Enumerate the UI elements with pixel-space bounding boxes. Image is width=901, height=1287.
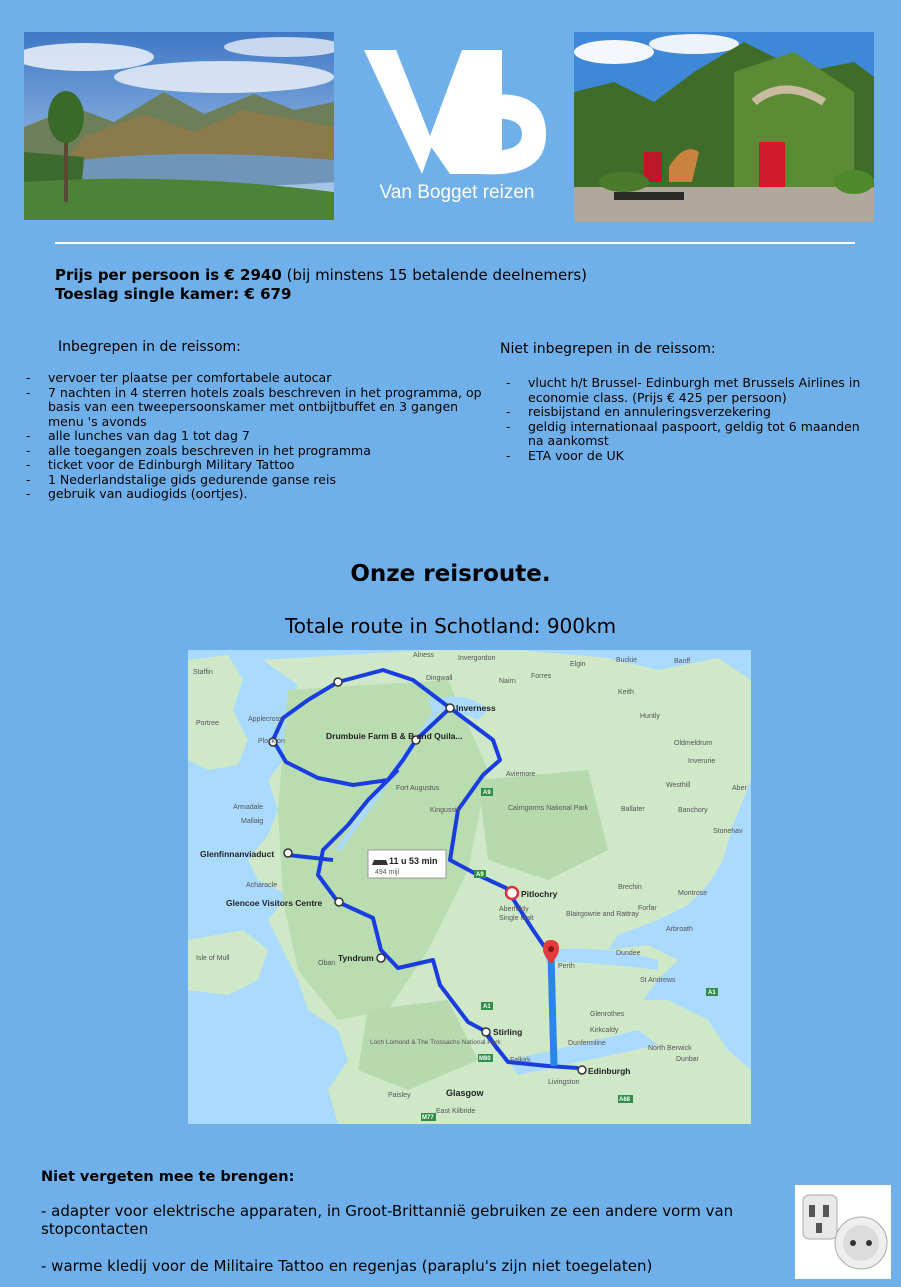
stop-label: Drumbuie Farm B & B and Quila... xyxy=(326,731,463,741)
place-label: Portree xyxy=(196,720,219,727)
place-label: Staffin xyxy=(193,669,213,676)
included-list xyxy=(26,371,486,502)
single-room-supplement: Toeslag single kamer: € 679 xyxy=(55,285,292,303)
not-included-list xyxy=(506,376,878,463)
place-label: Keith xyxy=(618,689,634,696)
stop-marker[interactable] xyxy=(377,954,385,962)
place-label: Stonehav xyxy=(713,828,743,835)
place-label: Falkirk xyxy=(510,1057,531,1064)
road-label: A1 xyxy=(708,990,716,996)
plug-adapter-icon xyxy=(795,1185,891,1279)
place-label: Dunfermline xyxy=(568,1040,606,1047)
place-label: St Andrews xyxy=(640,977,676,984)
stop-label: Tyndrum xyxy=(338,953,374,963)
place-label: Plockton xyxy=(258,738,285,745)
place-label: Banchory xyxy=(678,807,708,814)
stop-label: Glenfinnanviaduct xyxy=(200,849,275,859)
list-item: - ticket voor de Edinburgh Military Tattoo xyxy=(26,458,486,473)
place-label: Forfar xyxy=(638,905,657,912)
place-label: Mallaig xyxy=(241,818,264,825)
stop-label: Edinburgh xyxy=(588,1066,631,1076)
duration: 11 u 53 min xyxy=(389,856,438,866)
road-label: A9 xyxy=(476,872,484,878)
list-item: - vervoer ter plaatse per comfortabele autocar xyxy=(26,371,486,386)
place-label: Fort Augustus xyxy=(396,785,440,792)
road-label: M77 xyxy=(422,1115,434,1121)
list-item: - alle lunches van dag 1 tot dag 7 xyxy=(26,429,486,444)
brand-logo xyxy=(362,46,552,216)
place-label: Buckie xyxy=(616,657,638,664)
bring-heading: Niet vergeten mee te brengen: xyxy=(41,1169,295,1185)
place-label: Oban xyxy=(318,960,336,967)
stop-marker[interactable] xyxy=(482,1028,490,1036)
place-label: Kingussie xyxy=(430,807,461,814)
included-heading: Inbegrepen in de reissom: xyxy=(58,339,241,355)
list-item: - reisbijstand en annuleringsverzekering xyxy=(506,405,878,420)
road-label: A9 xyxy=(483,790,491,796)
place-label: Paisley xyxy=(388,1092,411,1099)
place-label: Loch Lomond & The Trossachs National Park xyxy=(370,1039,501,1046)
bring-item-adapter: - adapter voor elektrische apparaten, in Groot-Brittannië gebruiken ze een andere vorm van stopcontacten xyxy=(41,1202,734,1238)
price-per-person: Prijs per persoon is € 2940 (bij minstens 15 betalende deelnemers) xyxy=(55,266,588,284)
place-label: Nairn xyxy=(499,678,516,685)
list-item: - vlucht h/t Brussel- Edinburgh met Brussels Airlines in economie class. (Prijs € 425 per persoon) xyxy=(506,376,878,405)
loch-landscape-photo xyxy=(24,32,334,220)
place-label: Aberfeldy xyxy=(499,906,529,913)
place-label: Applecross xyxy=(248,716,283,723)
place-label: Dundee xyxy=(616,950,641,957)
logo-vb-icon xyxy=(362,46,552,181)
list-item: - gebruik van audiogids (oortjes). xyxy=(26,487,486,502)
place-label: Kirkcaldy xyxy=(590,1027,619,1034)
place-label: Brechin xyxy=(618,884,642,891)
place-label: Armadale xyxy=(233,804,263,811)
road-label: A68 xyxy=(619,1097,631,1103)
place-label: Acharacle xyxy=(246,882,278,889)
stop-marker[interactable] xyxy=(335,898,343,906)
stop-label: Stirling xyxy=(493,1027,523,1037)
place-label: Dingwall xyxy=(426,675,453,682)
stop-marker[interactable] xyxy=(284,849,292,857)
place-label: Banff xyxy=(674,658,691,665)
list-item: - 7 nachten in 4 sterren hotels zoals beschreven in het programma, op basis van een tweepersoonskamer met ontbijtbuffet en 3 gangen menu 's avonds xyxy=(26,386,486,430)
place-label: Forres xyxy=(531,673,552,680)
duration-box[interactable] xyxy=(368,850,446,878)
route-map xyxy=(188,650,751,1124)
place-label: Isle of Mull xyxy=(196,955,230,962)
distance: 494 mijl xyxy=(375,869,400,876)
place-label: Aber xyxy=(732,785,747,792)
route-segment-perth-edinburgh xyxy=(551,955,554,1066)
place-label: Elgin xyxy=(570,661,586,668)
divider-line xyxy=(55,242,855,244)
road-label: A1 xyxy=(483,1004,491,1010)
place-label: Ballater xyxy=(621,806,645,813)
not-included-heading: Niet inbegrepen in de reissom: xyxy=(500,341,716,357)
place-label: Dunbar xyxy=(676,1056,699,1063)
brand-name: Van Bogget reizen xyxy=(379,182,535,203)
place-label: Westhill xyxy=(666,782,691,789)
stop-marker[interactable] xyxy=(334,678,342,686)
road-label: M80 xyxy=(479,1056,491,1062)
list-item: - ETA voor de UK xyxy=(506,449,878,464)
place-label: Single Malt xyxy=(499,915,534,922)
list-item: - geldig internationaal paspoort, geldig tot 6 maanden na aankomst xyxy=(506,420,878,449)
stop-marker[interactable] xyxy=(446,704,454,712)
distillery-photo xyxy=(574,32,874,222)
place-label: Glasgow xyxy=(446,1088,484,1098)
pitlochry-marker[interactable] xyxy=(506,887,518,899)
list-item: - 1 Nederlandstalige gids gedurende ganse reis xyxy=(26,473,486,488)
place-label: Glenrothes xyxy=(590,1011,625,1018)
place-label: Inverurie xyxy=(688,758,716,765)
pricing-block xyxy=(55,266,587,304)
place-label: East Kilbride xyxy=(436,1108,476,1115)
bring-item-clothing: - warme kledij voor de Militaire Tattoo en regenjas (paraplu's zijn niet toegelaten) xyxy=(41,1257,653,1275)
place-label: Perth xyxy=(558,963,575,970)
car-icon xyxy=(372,860,388,865)
place-label: Montrose xyxy=(678,890,708,897)
place-label: Alness xyxy=(413,652,435,659)
place-label: Blairgowrie and Rattray xyxy=(566,911,639,918)
route-subtitle: Totale route in Schotland: 900km xyxy=(284,614,617,638)
place-label: Invergordon xyxy=(458,655,496,662)
stop-marker[interactable] xyxy=(578,1066,586,1074)
place-label: Huntly xyxy=(640,713,660,720)
place-label: Aviemore xyxy=(506,771,536,778)
stop-label: Glencoe Visitors Centre xyxy=(226,898,323,908)
stop-label: Pitlochry xyxy=(521,889,558,899)
list-item: - alle toegangen zoals beschreven in het programma xyxy=(26,444,486,459)
stop-label: Inverness xyxy=(456,703,496,713)
place-label: North Berwick xyxy=(648,1045,692,1052)
route-title: Onze reisroute. xyxy=(350,561,551,587)
place-label: Arbroath xyxy=(666,926,693,933)
place-label: Oldmeldrum xyxy=(674,740,713,747)
place-label: Cairngorms National Park xyxy=(508,805,589,812)
place-label: Livingston xyxy=(548,1079,580,1086)
plug-adapter-photo xyxy=(795,1185,891,1279)
